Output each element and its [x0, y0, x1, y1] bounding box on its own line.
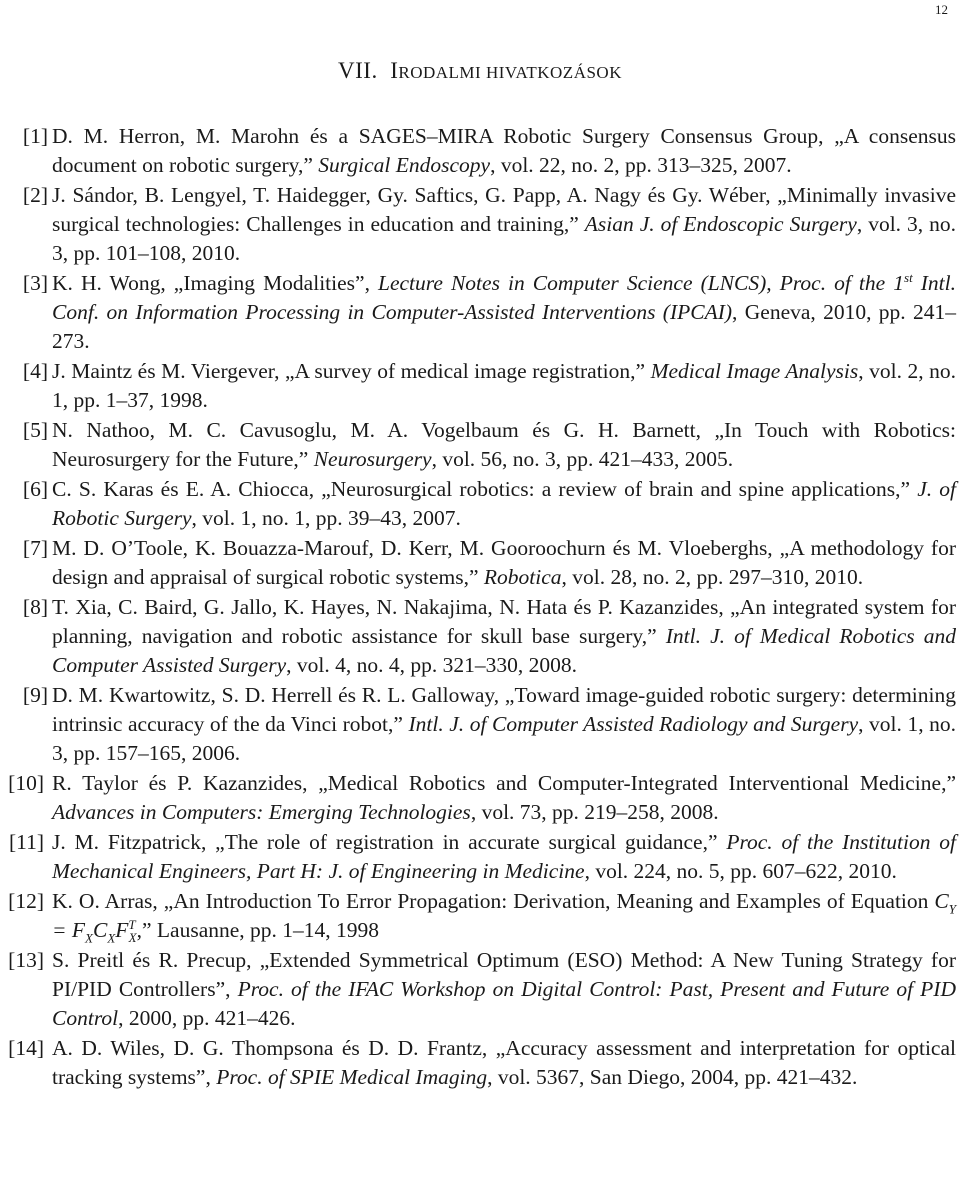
reference-text: T. Xia, C. Baird, G. Jallo, K. Hayes, N. Nakajima, N. Hata és P. Kazanzides, „An integrated system for planning, navigation and robotic assistance for skull base surgery,”	[52, 595, 956, 648]
reference-details: , vol. 73, pp. 219–258, 2008.	[470, 800, 719, 824]
reference-text: R. Taylor és P. Kazanzides, „Medical Robotics and Computer-Integrated Interventional Medicine,”	[52, 771, 956, 795]
equation: $C_Y = F_XC_XF^T_X$	[52, 889, 956, 946]
reference-number: [13]	[8, 948, 44, 972]
reference-text: K. H. Wong, „Imaging Modalities”,	[52, 271, 379, 295]
reference-text: A. D. Wiles, D. G. Thompsona és D. D. Frantz, „Accuracy assessment and interpretation for optical tracking systems”,	[52, 1036, 956, 1089]
reference-journal: Medical Image Analysis	[650, 359, 859, 383]
reference-details: , vol. 224, no. 5, pp. 607–622, 2010.	[584, 859, 897, 883]
reference-journal: Neurosurgery	[313, 447, 432, 471]
reference-journal-part: Lecture Notes in Computer Science (LNCS), Proc. of the 1	[378, 271, 905, 295]
reference-item	[8, 122, 956, 180]
reference-text: J. M. Fitzpatrick, „The role of registration in accurate surgical guidance,”	[52, 830, 727, 854]
section-numeral: VII.	[338, 58, 378, 83]
reference-details: ,” Lausanne, pp. 1–14, 1998	[136, 918, 380, 942]
reference-journal-part: Intl. Conf. on Information Processing in Computer-Assisted Interventions (IPCAI)	[52, 271, 957, 324]
reference-journal: Advances in Computers: Emerging Technologies	[52, 800, 471, 824]
reference-details: , 2000, pp. 421–426.	[118, 1006, 296, 1030]
reference-number: [7]	[22, 536, 48, 560]
reference-item	[8, 534, 956, 592]
reference-text: J. Maintz és M. Viergever, „A survey of medical image registration,”	[52, 359, 651, 383]
reference-item	[8, 416, 956, 474]
reference-item	[8, 681, 956, 768]
reference-item	[8, 887, 956, 945]
reference-item	[8, 1034, 956, 1092]
reference-details: , vol. 4, no. 4, pp. 321–330, 2008.	[286, 653, 577, 677]
reference-journal: Proc. of SPIE Medical Imaging	[216, 1065, 488, 1089]
reference-details: , vol. 1, no. 1, pp. 39–43, 2007.	[191, 506, 461, 530]
reference-item	[8, 181, 956, 268]
reference-number: [10]	[8, 771, 44, 795]
reference-journal: Asian J. of Endoscopic Surgery	[584, 212, 857, 236]
reference-number: [12]	[8, 889, 44, 913]
reference-text: C. S. Karas és E. A. Chiocca, „Neurosurgical robotics: a review of brain and spine applications,”	[52, 477, 918, 501]
reference-number: [9]	[22, 683, 48, 707]
reference-number: [2]	[22, 183, 48, 207]
reference-details: , vol. 1, no. 3, pp. 157–165, 2006.	[52, 712, 956, 765]
page-number: 12	[935, 2, 948, 17]
reference-text: K. O. Arras, „An Introduction To Error Propagation: Derivation, Meaning and Examples of Equation	[52, 889, 935, 913]
reference-text: J. Sándor, B. Lengyel, T. Haidegger, Gy. Saftics, G. Papp, A. Nagy és Gy. Wéber, „Minimally invasive surgical technologies: Challenges in education and training,”	[52, 183, 956, 236]
reference-journal: J. of Robotic Surgery	[52, 477, 956, 530]
reference-text: S. Preitl és R. Precup, „Extended Symmetrical Optimum (ESO) Method: A New Tuning Strategy for PI/PID Controllers”,	[52, 948, 956, 1001]
reference-number: [8]	[22, 595, 48, 619]
reference-number: [5]	[22, 418, 48, 442]
reference-journal: Intl. J. of Medical Robotics and Computer Assisted Surgery	[52, 624, 956, 677]
reference-journal: Robotica	[483, 565, 562, 589]
reference-item	[8, 269, 956, 356]
section-title-rest: RODALMI HIVATKOZÁSOK	[398, 63, 622, 82]
reference-number: [14]	[8, 1036, 44, 1060]
reference-item	[8, 357, 956, 415]
reference-number: [1]	[22, 124, 48, 148]
reference-text: N. Nathoo, M. C. Cavusoglu, M. A. Vogelbaum és G. H. Barnett, „In Touch with Robotics: Neurosurgery for the Future,”	[52, 418, 956, 471]
reference-details: , vol. 28, no. 2, pp. 297–310, 2010.	[561, 565, 864, 589]
reference-text: D. M. Kwartowitz, S. D. Herrell és R. L. Galloway, „Toward image-guided robotic surgery: determining intrinsic accuracy of the da Vinci robot,”	[52, 683, 956, 736]
reference-item	[8, 593, 956, 680]
reference-journal: Surgical Endoscopy	[318, 153, 491, 177]
reference-item	[8, 769, 956, 827]
reference-journal: Proc. of the Institution of Mechanical Engineers, Part H: J. of Engineering in Medicine	[52, 830, 956, 883]
reference-details: , vol. 3, no. 3, pp. 101–108, 2010.	[52, 212, 956, 265]
reference-journal: Proc. of the IFAC Workshop on Digital Control: Past, Present and Future of PID Control	[52, 977, 956, 1030]
reference-item	[8, 828, 956, 886]
reference-details: , vol. 56, no. 3, pp. 421–433, 2005.	[431, 447, 734, 471]
reference-details: , vol. 22, no. 2, pp. 313–325, 2007.	[490, 153, 792, 177]
section-title-initial: I	[390, 58, 399, 83]
reference-journal: Intl. J. of Computer Assisted Radiology and Surgery	[408, 712, 859, 736]
reference-number: [6]	[22, 477, 48, 501]
reference-item	[8, 475, 956, 533]
reference-text: M. D. O’Toole, K. Bouazza-Marouf, D. Kerr, M. Gooroochurn és M. Vloeberghs, „A methodology for design and appraisal of surgical robotic systems,”	[52, 536, 956, 589]
reference-details: , vol. 5367, San Diego, 2004, pp. 421–432.	[487, 1065, 858, 1089]
reference-item	[8, 946, 956, 1033]
reference-number: [3]	[22, 271, 48, 295]
reference-number: [4]	[22, 359, 48, 383]
reference-list	[8, 122, 956, 1093]
ordinal-superscript: st	[904, 269, 913, 285]
section-title	[0, 58, 960, 84]
reference-details: , Geneva, 2010, pp. 241–273.	[52, 300, 956, 353]
reference-details: , vol. 2, no. 1, pp. 1–37, 1998.	[52, 359, 957, 412]
reference-number: [11]	[8, 830, 44, 854]
reference-text: D. M. Herron, M. Marohn és a SAGES–MIRA Robotic Surgery Consensus Group, „A consensus document on robotic surgery,”	[52, 124, 956, 177]
